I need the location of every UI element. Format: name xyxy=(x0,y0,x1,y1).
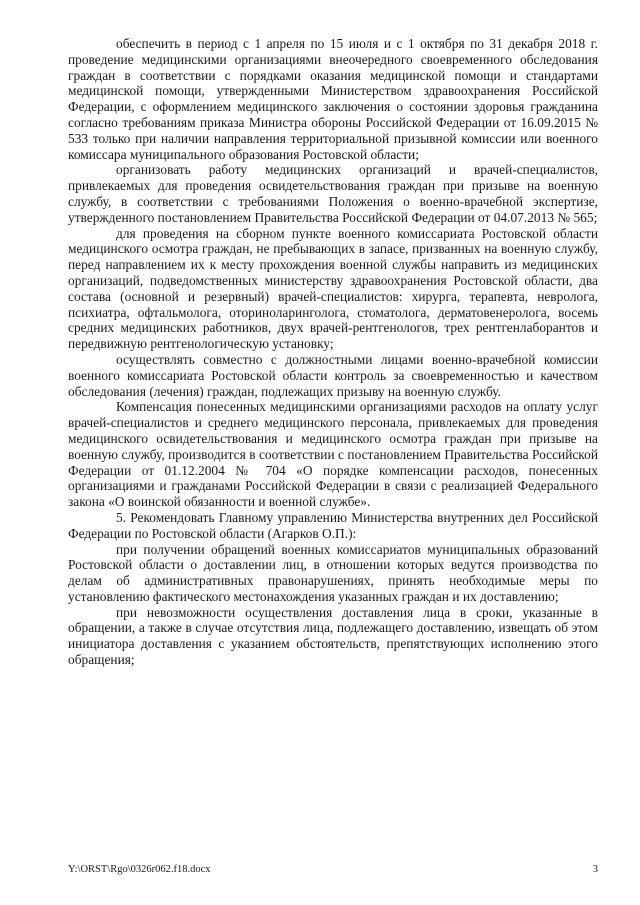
page-footer xyxy=(68,864,598,875)
document-body xyxy=(68,36,598,668)
paragraph-assembly-point: для проведения на сборном пункте военного комиссариата Ростовской области медицинского осмотра граждан, не пребывающих в запасе, призванных на военную службу, перед направлением их к месту прохождения военной службы направить из медицинских организаций, подведомственных министерству здравоохранения Ростовской области, два состава (основной и резервный) врачей-специалистов: хирурга, терапевта, невролога, психиатра, офтальмолога, оториноларинголога, стоматолога, дерматовенеролога, восемь средних медицинских работников, двух врачей-рентгенологов, трех рентгенлаборантов и передвижную рентгенологическую установку; xyxy=(68,225,598,352)
paragraph-compensation: Компенсация понесенных медицинскими организациями расходов на оплату услуг врачей-специалистов и среднего медицинского персонала, привлекаемых для проведения медицинского освидетельствования и медицинского осмотра граждан при призыве на военную службу, производится в соответствии с постановлением Правительства Российской Федерации от 01.12.2004 № 704 «О порядке компенсации расходов, понесенных организациями и гражданами Российской Федерации в связи с реализацией Федерального закона «О воинской обязанности и военной службе». xyxy=(68,399,598,510)
page-number: 3 xyxy=(592,864,598,875)
paragraph-requests: при получении обращений военных комиссариатов муниципальных образований Ростовской области о доставлении лиц, в отношении которых ведутся производства по делам об административных правонарушениях, принять необходимые меры по установлению фактического местонахождения указанных граждан и их доставлению; xyxy=(68,541,598,604)
paragraph-examination: обеспечить в период с 1 апреля по 15 июля и с 1 октября по 31 декабря 2018 г. проведение медицинскими организациями внеочередного своевременного обследования граждан в соответствии с порядками оказания медицинской помощи и стандартами медицинской помощи, утвержденными Министерством здравоохранения Российской Федерации, с оформлением медицинского заключения о состоянии здоровья гражданина согласно требованиям приказа Министра обороны Российской Федерации от 16.09.2015 № 533 только при наличии направления территориальной призывной комиссии или военного комиссара муниципального образования Ростовской области; xyxy=(68,36,598,162)
paragraph-item-5: 5. Рекомендовать Главному управлению Министерства внутренних дел Российской Федерации по Ростовской области (Агарков О.П.): xyxy=(68,509,598,541)
paragraph-impossibility: при невозможности осуществления доставления лица в сроки, указанные в обращении, а также в случае отсутствия лица, подлежащего доставлению, извещать об этом инициатора доставления с указанием обстоятельств, препятствующих исполнению этого обращения; xyxy=(68,604,598,668)
paragraph-joint-control: осуществлять совместно с должностными лицами военно-врачебной комиссии военного комиссариата Ростовской области контроль за своевременностью и качеством обследования (лечения) граждан, подлежащих призыву на военную службу. xyxy=(68,351,598,399)
paragraph-organize-work: организовать работу медицинских организаций и врачей-специалистов, привлекаемых для проведения освидетельствования граждан при призыве на военную службу, в соответствии с требованиями Положения о военно-врачебной экспертизе, утвержденного постановлением Правительства Российской Федерации от 04.07.2013 № 565; xyxy=(68,162,598,225)
file-path: Y:\ORST\Rgo\0326r062.f18.docx xyxy=(68,864,211,875)
